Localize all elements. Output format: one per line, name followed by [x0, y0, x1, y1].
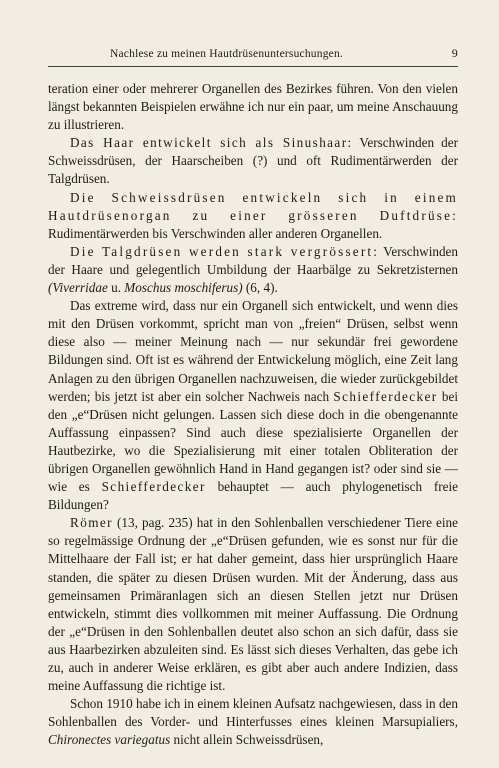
author-name: Schiefferdecker	[333, 388, 438, 404]
author-name: Schiefferdecker	[101, 479, 206, 495]
spaced-heading-sweat-glands: Die Schweissdrüsen entwickeln sich in einem Hautdrüsenorgan zu einer grösseren Duftdrüse:	[48, 189, 458, 223]
paragraph-5-text-b: bei den „e“Drüsen nicht gelungen. Lassen sich diese doch in die obengenannte Auffassung einpassen? Sind auch diese spezialisierte Organellen der Hautbezirke, wo die Spezialisierung mit einer totalen Obliteration der übrigen Organellen gewöhnlich Hand in Hand gegangen ist? oder sind sie — wie es	[48, 388, 458, 495]
paragraph-5-text-c: behauptet — auch phylogenetisch freie Bildungen?	[48, 479, 459, 513]
paragraph-5	[48, 297, 458, 514]
spaced-heading-hair: Das Haar entwickelt sich als Sinushaar:	[70, 135, 353, 151]
paragraph-5-text-a: Das extreme wird, dass nur ein Organell sich entwickelt, und wenn dies mit den Drüsen vorkommt, spricht man von „freien“ Drüsen, selbst wenn diese also — meiner Meinung nach — nur sekundär frei gewordene Bildungen sind. Oft ist es während der Entwickelung möglich, eine Zeit lang Anlagen zu den übrigen Organellen nachzuweisen, die wieder zurückgebildet werden; bis jetzt ist aber ein solcher Nachweis nach	[48, 298, 458, 404]
paragraph-4-text-a: Verschwinden der Haare und gelegentlich Umbildung der Haarbälge zu Sekretzisternen	[48, 243, 458, 277]
page-number: 9	[451, 46, 458, 60]
paragraph-7-text-b: nicht allein Schweissdrüsen,	[170, 732, 324, 748]
author-name: Römer	[70, 515, 113, 531]
paragraph-6	[48, 514, 458, 695]
paragraph-2-text: Verschwinden der Schweissdrüsen, der Haarscheiben (?) und oft Rudimentärwerden der Talgdrüsen.	[48, 135, 458, 187]
paragraph-7-text-a: Schon 1910 habe ich in einem kleinen Aufsatz nachgewiesen, dass in den Sohlenballen des Vorder- und Hinterfusses eines kleinen Marsupialiers,	[48, 696, 458, 730]
paragraph-7	[48, 695, 458, 749]
taxon-viverridae: (Viverridae	[48, 280, 108, 296]
spaced-heading-sebaceous-glands: Die Talgdrüsen werden stark vergrössert:	[70, 243, 380, 259]
paragraph-3-text: Rudimentärwerden bis Verschwinden aller anderen Organellen.	[48, 225, 383, 241]
paragraph-2	[48, 134, 458, 188]
paragraph-3	[48, 189, 458, 243]
taxon-chironectes: Chironectes variegatus	[48, 732, 171, 748]
taxon-moschus: Moschus moschiferus)	[124, 280, 243, 296]
paragraph-6-text: (13, pag. 235) hat in den Sohlenballen verschiedener Tiere eine so regelmässige Ordnung der „e“Drüsen gefunden, wie es sonst nur für die Mittelhaare der Fall ist; er hat daher gemeint, dass hier ursprünglich Haare standen, die später zu diesen Drüsen wurden. Mit der Änderung, dass aus gemeinsamen Primäranlagen sich an diesen Stellen jetzt nur Drüsen entwickeln, stimmt dies vollkommen mit meiner Auffassung. Die Ordnung der „e“Drüsen in den Sohlenballen deutet also schon an sich dafür, dass sie aus Haarbezirken abzuleiten sind. Es lässt sich dieses Verhalten, das gebe ich zu, auch in anderer Weise erklären, es gibt aber auch andere Indizien, dass meine Auffassung die richtige ist.	[48, 515, 458, 694]
header-rule	[48, 66, 458, 67]
paragraph-4-text-c: (6, 4).	[242, 280, 278, 296]
body-text	[48, 80, 458, 749]
paragraph-1	[48, 80, 458, 134]
paragraph-4-text-b: u.	[107, 280, 125, 296]
paragraph-1-text: teration einer oder mehrerer Organellen des Bezirkes führen. Von den vielen längst bekannten Beispielen erwähne ich nur ein paar, um meine Anschauung zu illustrieren.	[48, 81, 458, 133]
paragraph-4	[48, 243, 458, 297]
running-title: Nachlese zu meinen Hautdrüsenuntersuchungen.	[110, 48, 343, 60]
